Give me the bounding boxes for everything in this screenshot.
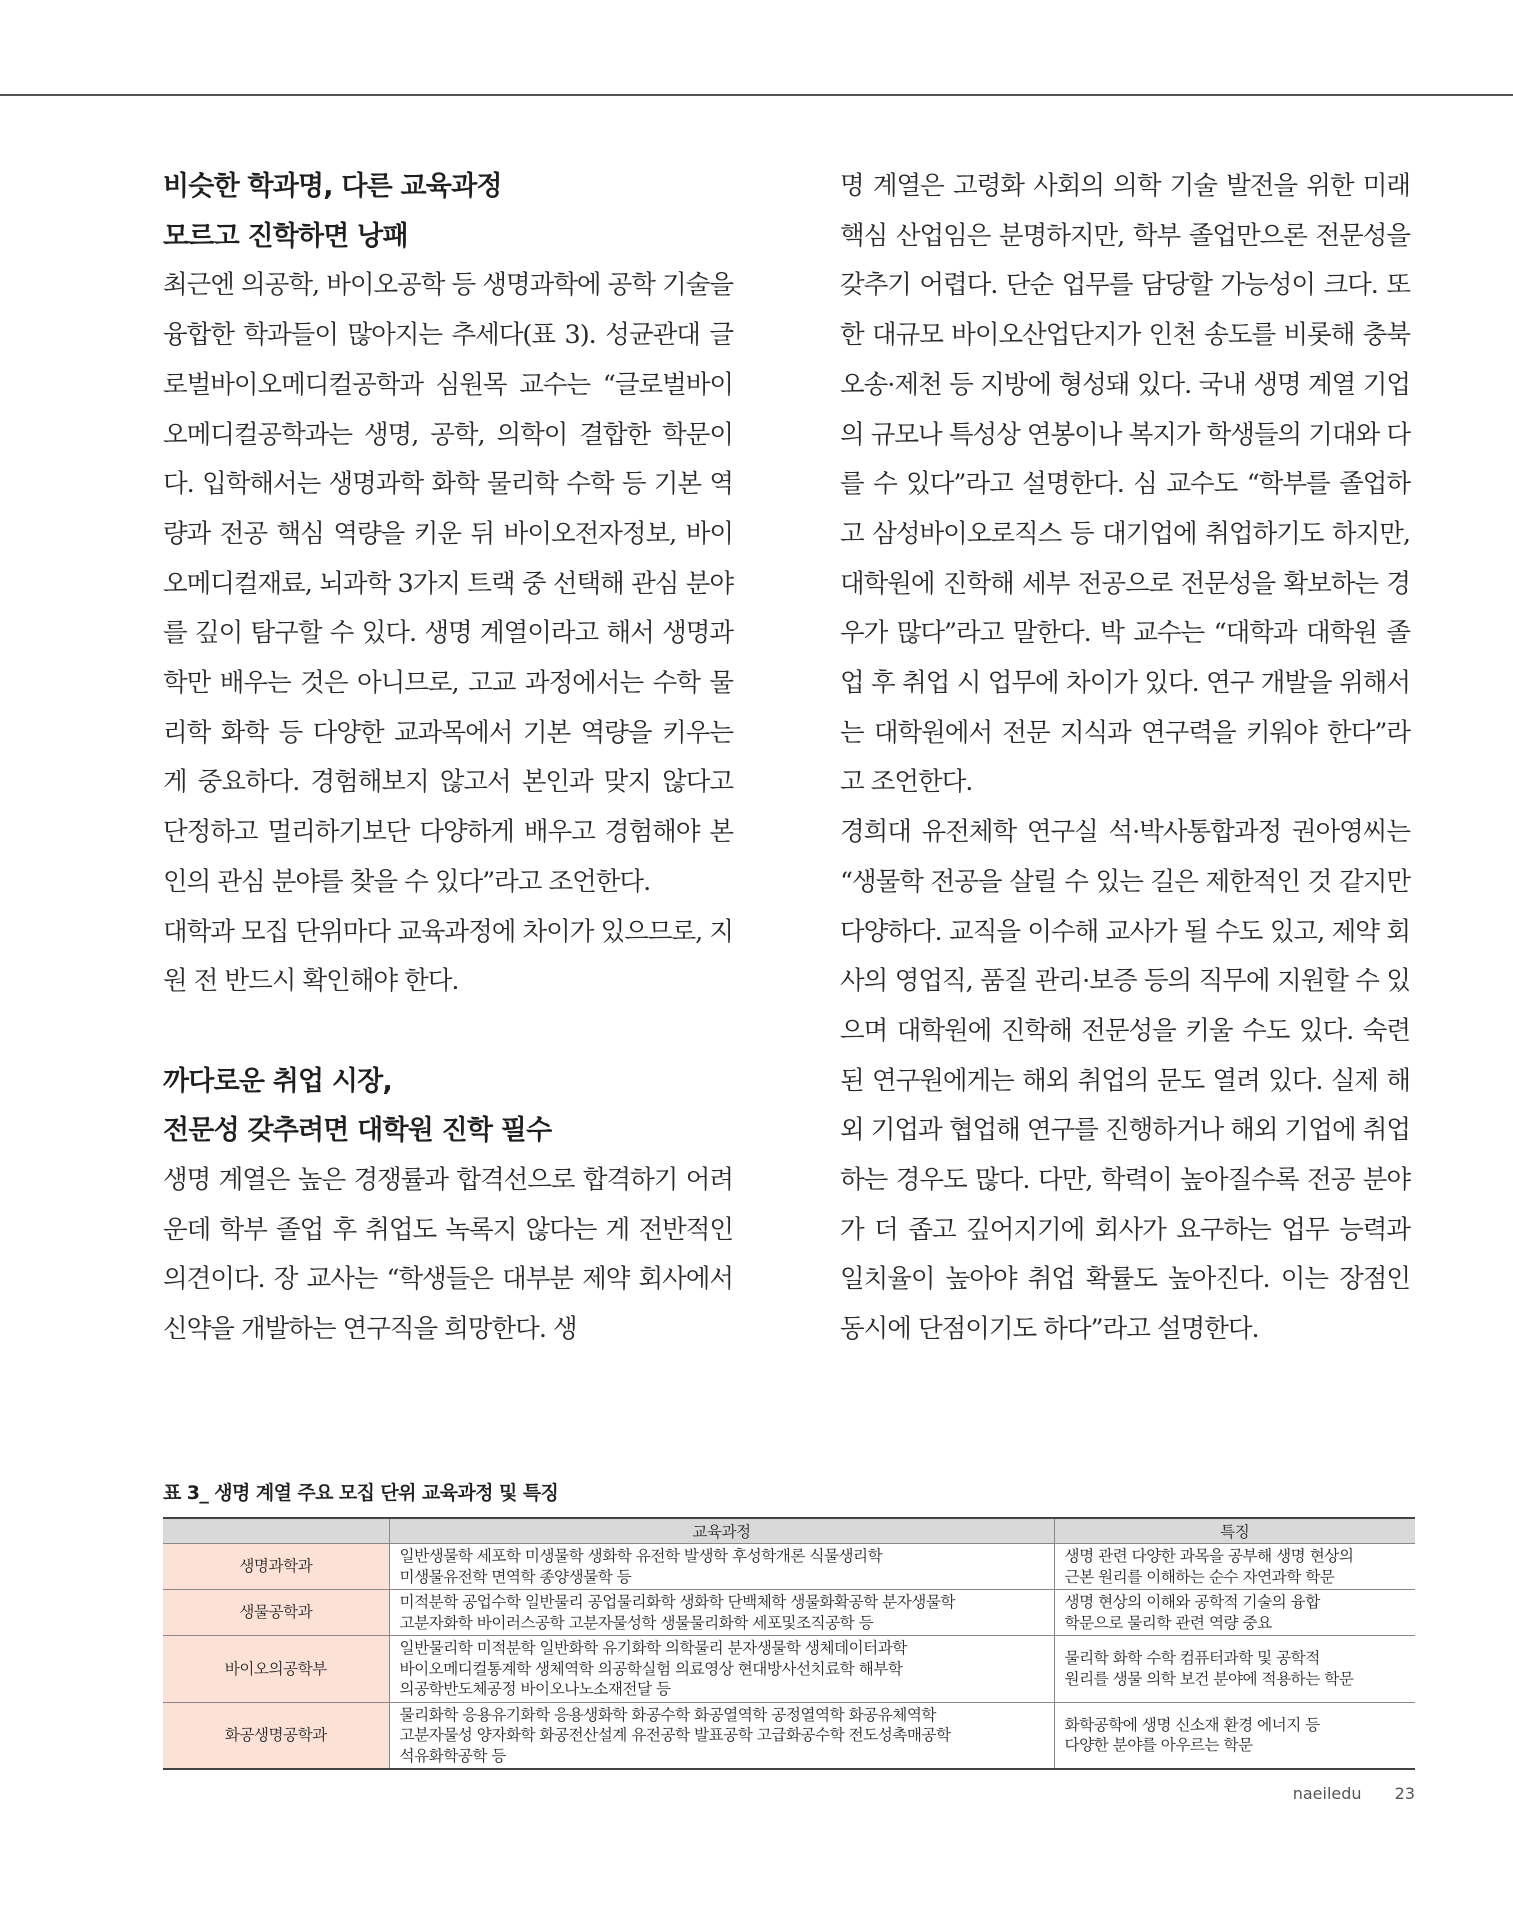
features-line: 화학공학에 생명 신소재 환경 에너지 등 — [1064, 1715, 1320, 1734]
features-cell — [1054, 1702, 1415, 1769]
section1-heading-line2: 모르고 진학하면 낭패 — [163, 220, 408, 252]
table-row — [163, 1636, 1415, 1703]
features-line: 근본 원리를 이해하는 순수 자연과학 학문 — [1064, 1567, 1335, 1586]
page-footer — [1293, 1784, 1415, 1803]
table-header-row — [163, 1518, 1415, 1544]
curriculum-line: 고분자화학 바이러스공학 고분자물성학 생물물리화학 세포및조직공학 등 — [399, 1613, 874, 1632]
section2-paragraph-1: 생명 계열은 높은 경쟁률과 합격선으로 합격하기 어려운데 학부 졸업 후 취업도 녹록지 않다는 게 전반적인 의견이다. 장 교사는 “학생들은 대부분 제약 회사에서 신약을 개발하는 연구직을 희망한다. 생 — [163, 1165, 733, 1345]
section1-paragraph-2: 대학과 모집 단위마다 교육과정에 차이가 있으므로, 지원 전 반드시 확인해야 한다. — [163, 916, 733, 997]
features-line: 생명 현상의 이해와 공학적 기술의 융합 — [1064, 1593, 1320, 1611]
left-column — [163, 162, 733, 1355]
curriculum-line: 미적분학 공업수학 일반물리 공업물리화학 생화학 단백체학 생물화확공학 분자생물학 — [399, 1593, 955, 1611]
table-row — [163, 1544, 1415, 1590]
curriculum-cell — [389, 1636, 1054, 1703]
table-row — [163, 1702, 1415, 1769]
top-rule — [0, 94, 1513, 96]
features-line: 학문으로 물리학 관련 역량 중요 — [1064, 1613, 1272, 1632]
section1-paragraph-1: 최근엔 의공학, 바이오공학 등 생명과학에 공학 기술을 융합한 학과들이 많아지는 추세다(표 3). 성균관대 글로벌바이오메디컬공학과 심원목 교수는 “글로벌바이오메디컬공학과는 생명, 공학, 의학이 결합한 학문이다. 입학해서는 생명과학 화학 물리학 수학 등 기본 역량과 전공 핵심 역량을 키운 뒤 바이오전자정보, 바이오메디컬재료, 뇌과학 3가지 트랙 중 선택해 관심 분야를 깊이 탐구할 수 있다. 생명 계열이라고 해서 생명과학만 배우는 것은 아니므로, 고교 과정에서는 수학 물리학 화학 등 다양한 교과목에서 기본 역량을 키우는 게 중요하다. 경험해보지 않고서 본인과 맞지 않다고 단정하고 멀리하기보단 다양하게 배우고 경험해야 본인의 관심 분야를 찾을 수 있다”라고 조언한다. — [163, 270, 733, 897]
magazine-name: naeiledu — [1292, 1784, 1362, 1803]
right-paragraph-1: 명 계열은 고령화 사회의 의학 기술 발전을 위한 미래 핵심 산업임은 분명하지만, 학부 졸업만으론 전문성을 갖추기 어렵다. 단순 업무를 담당할 가능성이 크다. 또한 대규모 바이오산업단지가 인천 송도를 비롯해 충북 오송·제천 등 지방에 형성돼 있다. 국내 생명 계열 기업의 규모나 특성상 연봉이나 복지가 학생들의 기대와 다를 수 있다”라고 설명한다. 심 교수도 “학부를 졸업하고 삼성바이오로직스 등 대기업에 취업하기도 하지만, 대학원에 진학해 세부 전공으로 전문성을 확보하는 경우가 많다”라고 말한다. 박 교수는 “대학과 대학원 졸업 후 취업 시 업무에 차이가 있다. 연구 개발을 위해서는 대학원에서 전문 지식과 연구력을 키워야 한다”라고 조언한다. — [840, 171, 1410, 798]
section1-heading-line1: 비슷한 학과명, 다른 교육과정 — [163, 171, 502, 202]
right-column — [840, 162, 1410, 1355]
curriculum-line: 물리화학 응용유기화학 응용생화학 화공수학 화공열역학 공정열역학 화공유체역학 — [399, 1705, 936, 1724]
curriculum-cell — [389, 1702, 1054, 1769]
features-cell — [1054, 1590, 1415, 1636]
features-line: 생명 관련 다양한 과목을 공부해 생명 현상의 — [1064, 1547, 1354, 1565]
table-title: 표 3_ 생명 계열 주요 모집 단위 교육과정 및 특징 — [163, 1482, 559, 1504]
curriculum-line: 미생물유전학 면역학 종양생물학 등 — [399, 1567, 632, 1586]
dept-cell: 생명과학과 — [163, 1544, 389, 1590]
table-row — [163, 1590, 1415, 1636]
page-number: 23 — [1394, 1784, 1415, 1803]
table-header-features: 특징 — [1054, 1518, 1415, 1544]
features-line: 다양한 분야를 아우르는 학문 — [1064, 1736, 1253, 1755]
table-header-curriculum: 교육과정 — [389, 1518, 1054, 1544]
curriculum-line: 바이오메디컬통계학 생체역학 의공학실험 의료영상 현대방사선치료학 해부학 — [399, 1659, 903, 1678]
curriculum-line: 석유화학공학 등 — [399, 1746, 506, 1765]
curriculum-line: 의공학반도체공정 바이오나노소재전달 등 — [399, 1680, 671, 1698]
right-paragraph-2: 경희대 유전체학 연구실 석·박사통합과정 권아영씨는 “생물학 전공을 살릴 수 있는 길은 제한적인 것 같지만 다양하다. 교직을 이수해 교사가 될 수도 있고, 제약 회사의 영업직, 품질 관리·보증 등의 직무에 지원할 수 있으며 대학원에 진학해 전문성을 키울 수도 있다. 숙련된 연구원에게는 해외 취업의 문도 열려 있다. 실제 해외 기업과 협업해 연구를 진행하거나 해외 기업에 취업하는 경우도 많다. 다만, 학력이 높아질수록 전공 분야가 더 좁고 깊어지기에 회사가 요구하는 업무 능력과 일치율이 높아야 취업 확률도 높아진다. 이는 장점인 동시에 단점이기도 하다”라고 설명한다. — [840, 817, 1410, 1345]
curriculum-line: 일반물리학 미적분학 일반화학 유기화학 의학물리 분자생물학 생체데이터과학 — [399, 1639, 907, 1657]
features-cell — [1054, 1636, 1415, 1703]
curriculum-table — [163, 1517, 1415, 1770]
table-header-dept — [163, 1518, 389, 1544]
features-cell — [1054, 1544, 1415, 1590]
curriculum-cell — [389, 1590, 1054, 1636]
section1-heading — [163, 162, 733, 261]
curriculum-cell — [389, 1544, 1054, 1590]
dept-cell: 바이오의공학부 — [163, 1636, 389, 1703]
curriculum-line: 고분자물성 양자화학 화공전산설계 유전공학 발표공학 고급화공수학 전도성촉매공학 — [399, 1726, 951, 1744]
dept-cell: 생물공학과 — [163, 1590, 389, 1636]
curriculum-line: 일반생물학 세포학 미생물학 생화학 유전학 발생학 후성학개론 식물생리학 — [399, 1547, 883, 1565]
section2-heading-line2: 전문성 갖추려면 대학원 진학 필수 — [163, 1115, 552, 1147]
section2-heading — [163, 1057, 733, 1156]
dept-cell: 화공생명공학과 — [163, 1702, 389, 1769]
features-line: 물리학 화학 수학 컴퓨터과학 및 공학적 — [1064, 1649, 1320, 1668]
section2-heading-line1: 까다로운 취업 시장, — [163, 1065, 392, 1097]
features-line: 원리를 생물 의학 보건 분야에 적용하는 학문 — [1064, 1669, 1354, 1688]
